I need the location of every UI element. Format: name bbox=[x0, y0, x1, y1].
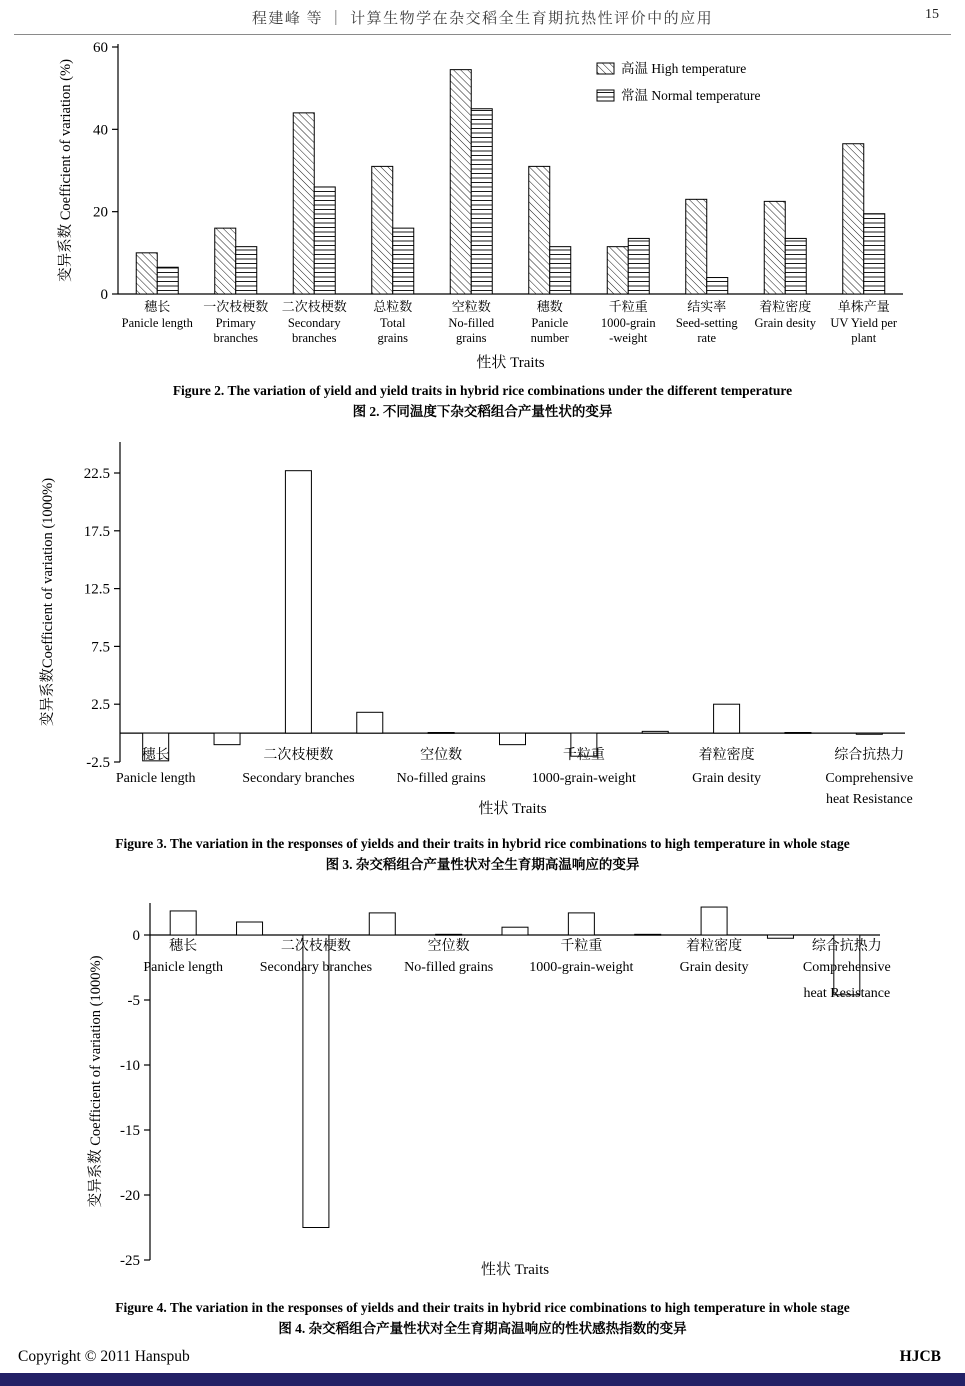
y-axis-title: 变异系数Coefficient of variation (1000%) bbox=[40, 477, 56, 726]
figure2-grouped-bar-chart bbox=[0, 41, 965, 379]
category-label-en: Panicle length bbox=[143, 959, 224, 975]
y-tick-label: -5 bbox=[127, 992, 140, 1009]
category-label-en: number bbox=[530, 331, 569, 345]
category-label-cn: 千粒重 bbox=[562, 747, 605, 763]
bar bbox=[642, 731, 668, 733]
category-label-en: branches bbox=[292, 331, 337, 345]
category-label-cn: 穗长 bbox=[141, 747, 170, 763]
footer-color-bar bbox=[0, 1373, 965, 1386]
bar bbox=[303, 935, 329, 1228]
category-label-en: Secondary branches bbox=[259, 959, 373, 975]
category-label-en: branches bbox=[213, 331, 258, 345]
y-tick-label: 20 bbox=[93, 204, 108, 221]
bar bbox=[236, 247, 257, 294]
category-label-cn: 着粒密度 bbox=[698, 747, 755, 763]
y-tick-label: 17.5 bbox=[83, 523, 110, 540]
category-label-en: No-filled grains bbox=[404, 959, 494, 975]
bar bbox=[293, 113, 314, 294]
category-label-en: heat Resistance bbox=[803, 985, 891, 1001]
category-label-cn: 二次枝梗数 bbox=[280, 938, 351, 954]
category-label-en: Comprehensive bbox=[802, 959, 891, 975]
category-label-cn: 二次枝梗数 bbox=[263, 747, 334, 763]
legend-swatch bbox=[597, 90, 614, 101]
bar bbox=[607, 247, 628, 294]
category-label-en: 1000-grain bbox=[600, 316, 656, 330]
category-label-cn: 千粒重 bbox=[560, 938, 603, 954]
y-tick-label: -15 bbox=[120, 1122, 140, 1139]
figure4-caption-cn: 图 4. 杂交稻组合产量性状对全生育期高温响应的性状感热指数的变异 bbox=[278, 1320, 687, 1336]
category-label-cn: 二次枝梗数 bbox=[281, 299, 347, 314]
y-tick-label: -20 bbox=[120, 1187, 140, 1204]
x-axis-title: 性状 Traits bbox=[478, 800, 547, 817]
y-tick-label: -25 bbox=[120, 1252, 140, 1269]
category-label-en: Primary bbox=[215, 316, 256, 330]
y-tick-label: 0 bbox=[100, 287, 108, 303]
category-label-cn: 综合抗热力 bbox=[834, 747, 905, 763]
y-tick-label: 0 bbox=[132, 927, 140, 944]
category-label-cn: 穗长 bbox=[169, 938, 198, 954]
category-label-en: Comprehensive bbox=[825, 770, 914, 786]
category-label-cn: 着粒密度 bbox=[686, 938, 743, 954]
y-tick-label: 12.5 bbox=[83, 581, 110, 598]
figure-4 bbox=[0, 898, 965, 1340]
category-label-en: grains bbox=[455, 331, 487, 345]
legend-label: 高温 High temperature bbox=[621, 61, 747, 76]
figure-2 bbox=[0, 41, 965, 423]
category-label-en: Total bbox=[379, 316, 406, 330]
category-label-cn: 空粒数 bbox=[451, 299, 491, 314]
bar bbox=[450, 70, 471, 294]
page-number: 15 bbox=[925, 7, 939, 22]
bar bbox=[471, 109, 492, 294]
y-tick-label: 40 bbox=[93, 122, 108, 139]
category-label-cn: 总粒数 bbox=[373, 299, 413, 314]
category-label-cn: 空位数 bbox=[427, 938, 470, 954]
bar bbox=[215, 228, 236, 294]
bar bbox=[767, 935, 793, 938]
category-label-en: Grain desity bbox=[679, 959, 749, 975]
category-label-en: Panicle length bbox=[121, 316, 193, 330]
category-label-en: rate bbox=[697, 331, 717, 345]
figure3-caption-en: Figure 3. The variation in the responses of yields and their traits in hybrid rice combinations to high temperature in whole stage bbox=[115, 835, 850, 851]
bar bbox=[843, 144, 864, 294]
y-tick-label: 22.5 bbox=[83, 465, 110, 482]
bar bbox=[393, 228, 414, 294]
bar bbox=[529, 166, 550, 294]
bar bbox=[436, 934, 462, 935]
copyright-text: Copyright © 2011 Hanspub bbox=[18, 1348, 190, 1365]
category-label-cn: 穗长 bbox=[144, 299, 171, 314]
category-label-en: Secondary bbox=[287, 316, 341, 330]
y-axis-title: 变异系数 Coefficient of variation (1000%) bbox=[88, 955, 104, 1208]
figure3-bar-chart bbox=[0, 437, 965, 832]
category-label-cn: 单株产量 bbox=[837, 299, 890, 314]
bar bbox=[701, 907, 727, 935]
bar bbox=[785, 732, 811, 733]
category-label-cn: 结实率 bbox=[687, 299, 727, 314]
figure2-caption-en: Figure 2. The variation of yield and yield traits in hybrid rice combinations under the different temperature bbox=[172, 383, 793, 398]
category-label-en: 1000-grain-weight bbox=[529, 959, 634, 975]
category-label-en: plant bbox=[851, 331, 877, 345]
y-tick-label: 7.5 bbox=[91, 639, 110, 656]
category-label-en: No-filled grains bbox=[396, 770, 486, 786]
bar bbox=[568, 913, 594, 935]
bar bbox=[856, 733, 882, 734]
bar bbox=[635, 934, 661, 935]
figure2-caption bbox=[0, 381, 965, 423]
bar bbox=[764, 201, 785, 294]
y-tick-label: 60 bbox=[93, 41, 108, 56]
category-label-cn: 一次枝梗数 bbox=[203, 299, 269, 314]
category-label-en: Panicle bbox=[531, 316, 569, 330]
category-label-en: Grain desity bbox=[754, 316, 816, 330]
y-tick-label: -10 bbox=[120, 1057, 140, 1074]
figure3-caption bbox=[0, 834, 965, 876]
bar bbox=[357, 712, 383, 733]
category-label-en: -weight bbox=[609, 331, 648, 345]
category-label-cn: 综合抗热力 bbox=[811, 938, 882, 954]
legend-label: 常温 Normal temperature bbox=[621, 88, 761, 103]
bar bbox=[502, 927, 528, 935]
y-axis-title: 变异系数 Coefficient of variation (%) bbox=[58, 59, 74, 282]
bar bbox=[369, 913, 395, 935]
category-label-en: Seed-setting bbox=[675, 316, 738, 330]
category-label-cn: 着粒密度 bbox=[759, 299, 812, 314]
running-title: 程建峰 等 ｜ 计算生物学在杂交稻全生育期抗热性评价中的应用 bbox=[251, 11, 714, 27]
bar bbox=[237, 922, 263, 935]
bar bbox=[170, 911, 196, 935]
journal-abbrev: HJCB bbox=[899, 1348, 941, 1365]
bar bbox=[372, 166, 393, 294]
category-label-en: No-filled bbox=[448, 316, 495, 330]
category-label-en: UV Yield per bbox=[830, 316, 898, 330]
figure4-bar-chart bbox=[0, 898, 965, 1296]
figure4-caption-en: Figure 4. The variation in the responses of yields and their traits in hybrid rice combinations to high temperature in whole stage bbox=[115, 1299, 850, 1315]
figure3-caption-cn: 图 3. 杂交稻组合产量性状对全生育期高温响应的变异 bbox=[325, 856, 640, 872]
bar bbox=[686, 199, 707, 294]
header-rule bbox=[14, 34, 951, 35]
bar bbox=[550, 247, 571, 294]
category-label-cn: 穗数 bbox=[536, 299, 563, 314]
legend-swatch bbox=[597, 63, 614, 74]
bar bbox=[707, 278, 728, 294]
category-label-en: heat Resistance bbox=[825, 791, 913, 807]
page-footer bbox=[0, 1348, 965, 1371]
category-label-en: Secondary branches bbox=[242, 770, 355, 786]
category-label-en: Grain desity bbox=[692, 770, 762, 786]
bar bbox=[285, 471, 311, 733]
figure-3 bbox=[0, 437, 965, 876]
bar bbox=[714, 704, 740, 733]
x-axis-title: 性状 Traits bbox=[476, 355, 545, 371]
category-label-cn: 千粒重 bbox=[608, 299, 648, 314]
category-label-en: Panicle length bbox=[115, 770, 196, 786]
bar bbox=[864, 214, 885, 294]
figure2-caption-cn: 图 2. 不同温度下杂交稻组合产量性状的变异 bbox=[352, 403, 613, 419]
bar bbox=[214, 733, 240, 745]
bar bbox=[136, 253, 157, 294]
category-label-cn: 空位数 bbox=[420, 747, 463, 763]
bar bbox=[500, 733, 526, 745]
category-label-en: grains bbox=[377, 331, 409, 345]
y-tick-label: -2.5 bbox=[86, 754, 110, 771]
bar bbox=[314, 187, 335, 294]
page-header bbox=[0, 0, 965, 28]
bar bbox=[628, 238, 649, 294]
figure4-caption bbox=[0, 1298, 965, 1340]
y-tick-label: 2.5 bbox=[91, 697, 110, 714]
category-label-en: 1000-grain-weight bbox=[531, 770, 636, 786]
bar bbox=[785, 238, 806, 294]
x-axis-title: 性状 Traits bbox=[480, 1261, 550, 1278]
bar bbox=[428, 732, 454, 733]
bar bbox=[157, 267, 178, 294]
